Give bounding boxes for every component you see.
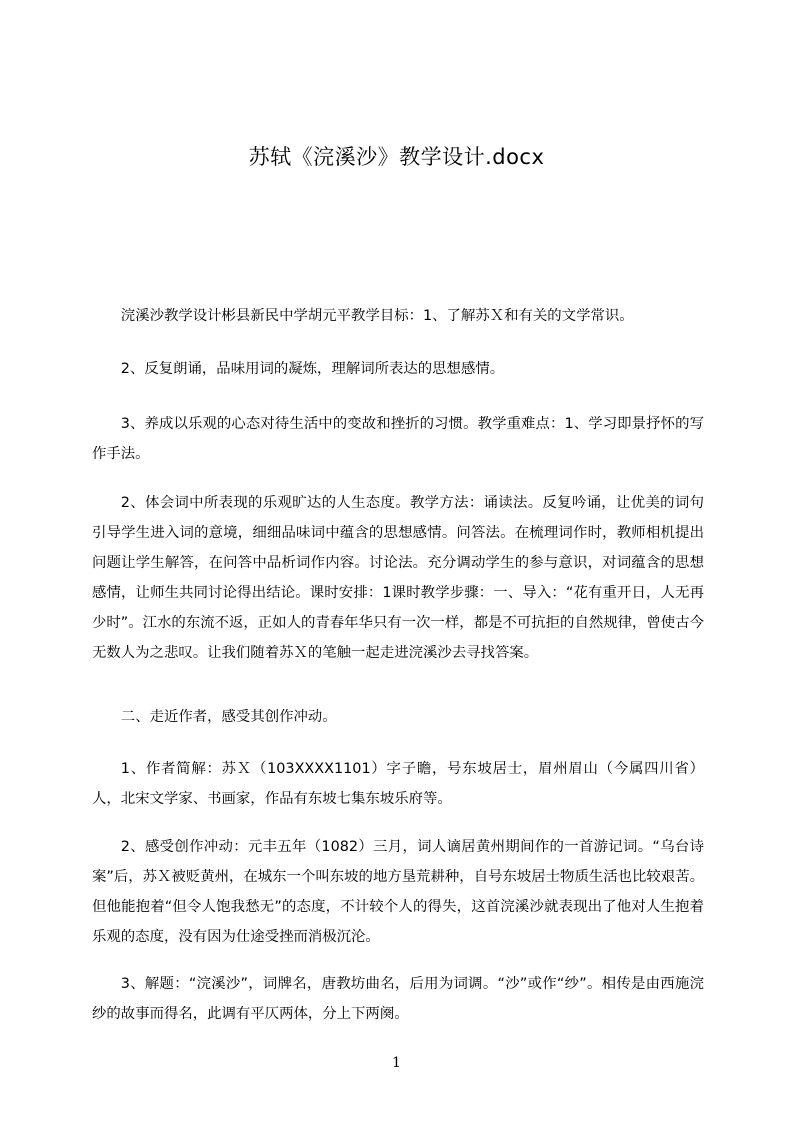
paragraph-goal-2: 2、反复朗诵，品味用词的凝炼，理解词所表达的思想感情。 xyxy=(120,361,505,378)
paragraph-author-intro: 1、作者简解：苏Ｘ（103XXXX1101）字子瞻，号东坡居士，眉州眉山（今属四川省）人，北宋文学家、书画家，作品有东坡七集东坡乐府等。 xyxy=(92,761,704,808)
paragraph-goal-3: 3、养成以乐观的心态对待生活中的变故和挫折的习惯。教学重难点：1、学习即景抒怀的写作手法。 xyxy=(92,416,704,463)
page-number: 1 xyxy=(392,1055,401,1071)
paragraph-creative-context: 2、感受创作冲动：元丰五年（1082）三月，词人谪居黄州期间作的一首游记词。“乌台诗案”后，苏Ｘ被贬黄州，在城东一个叫东坡的地方垦荒耕种，自号东坡居士物质生活也比较艰苦。但他能抱着“但令人饱我愁无”的态度，不计较个人的得失，这首浣溪沙就表现出了他对人生抱着乐观的态度，没有因为仕途受挫而消极沉沦。 xyxy=(92,839,704,946)
paragraph-methods-and-intro: 2、体会词中所表现的乐观旷达的人生态度。教学方法：诵读法。反复吟诵，让优美的词句引导学生进入词的意境，细细品味词中蕴含的思想感情。问答法。在梳理词作时，教师相机提出问题让学生解答，在问答中品析词作内容。讨论法。充分调动学生的参与意识，对词蕴含的思想感情，让师生共同讨论得出结论。课时安排：1课时教学步骤：一、导入：“花有重开日，人无再少时”。江水的东流不返，正如人的青春年华只有一次一样，都是不可抗拒的自然规律，曾使古今无数人为之悲叹。让我们随着苏Ｘ的笔触一起走进浣溪沙去寻找答案。 xyxy=(92,495,704,662)
paragraph-teaching-goals: 浣溪沙教学设计彬县新民中学胡元平教学目标：1、了解苏Ｘ和有关的文学常识。 xyxy=(120,308,634,325)
paragraph-section-2-heading: 二、走近作者，感受其创作冲动。 xyxy=(120,709,337,726)
paragraph-title-explanation: 3、解题：“浣溪沙”，词牌名，唐教坊曲名，后用为词调。“沙”或作“纱”。相传是由西施浣纱的故事而得名，此调有平仄两体，分上下两阕。 xyxy=(92,976,704,1023)
document-title: 苏轼《浣溪沙》教学设计.docx xyxy=(248,145,545,169)
